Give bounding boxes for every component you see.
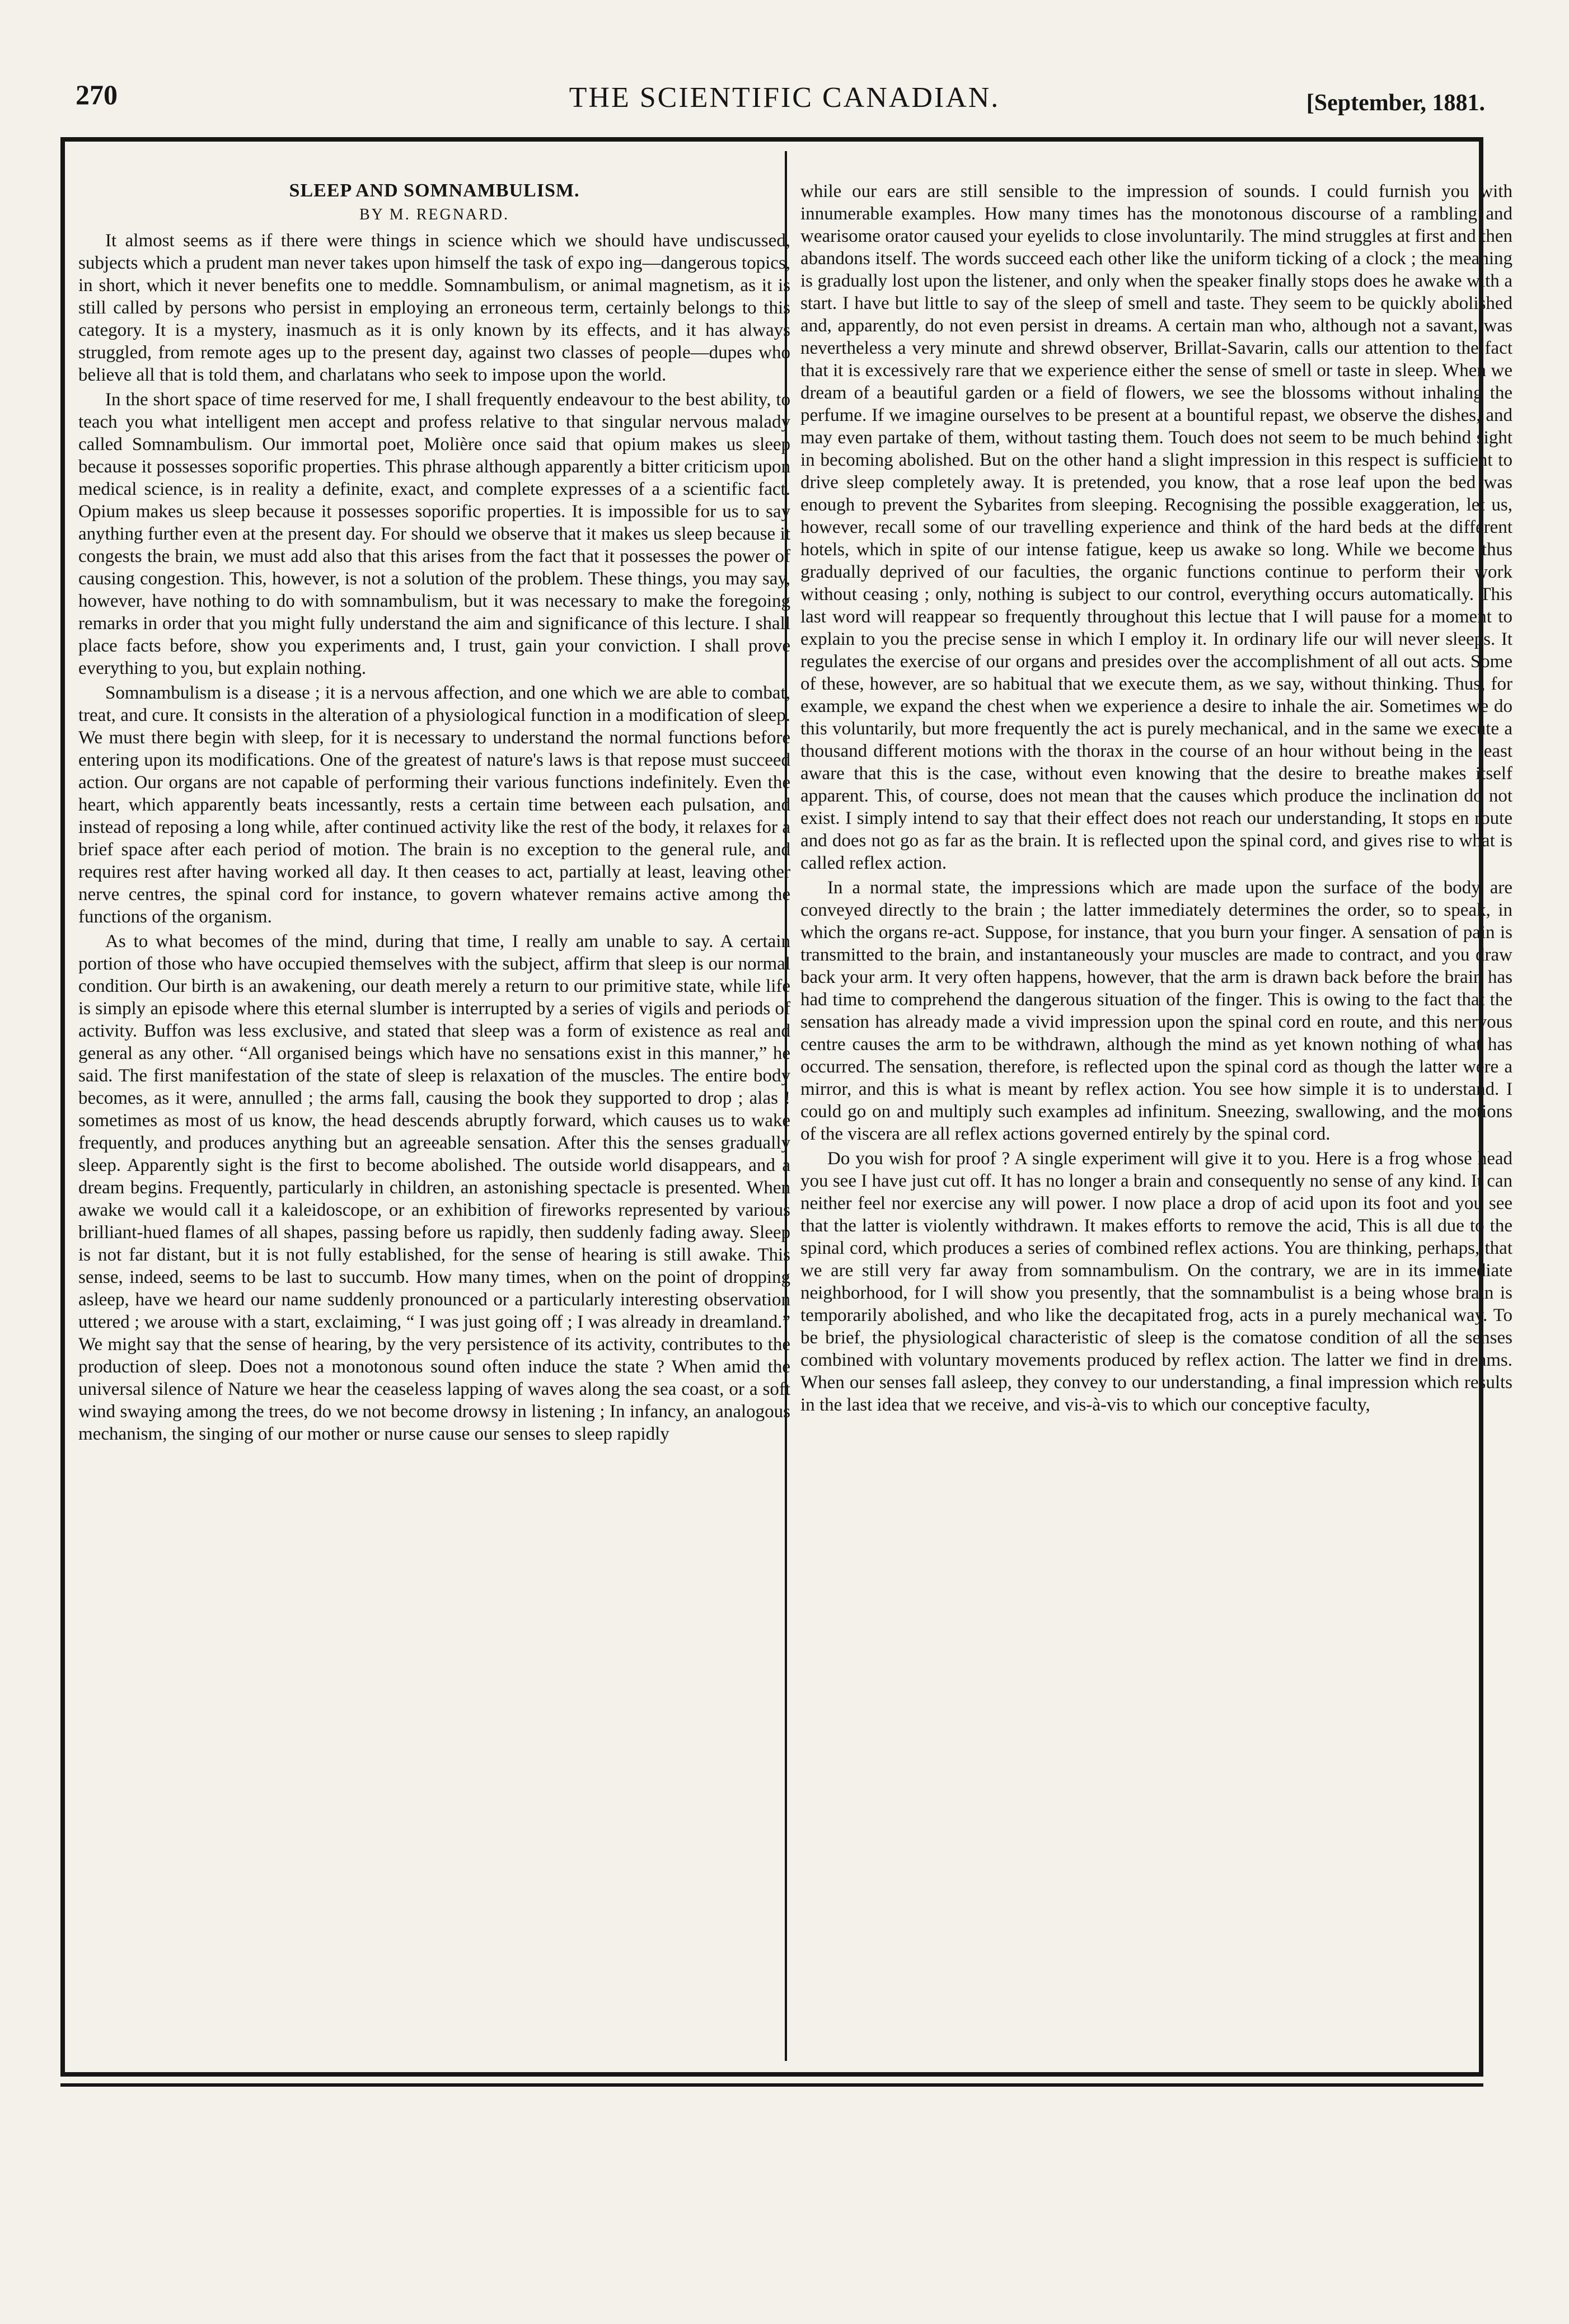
- paragraph: Do you wish for proof ? A single experiment will give it to you. Here is a frog whose head you see I have just cut off. It has no longer a brain and consequently no sense of any kind. It can neither feel nor exercise any will power. I now place a drop of acid upon its foot and you see that the latter is violently withdrawn. It makes efforts to remove the acid, This is all due to the spinal cord, which produces a series of combined reflex actions. You are thinking, perhaps, that we are still very far away from somnambulism. On the contrary, we are in its immediate neighborhood, for I will show you presently, that the somnambulist is a being whose brain is temporarily abolished, and who like the decapitated frog, acts in a purely mechanical way. To be brief, the physiological characteristic of sleep is the comatose condition of all the senses combined with voluntary movements produced by reflex action. The latter we find in dreams. When our senses fall asleep, they convey to our understanding, a final impression which results in the last idea that we receive, and vis-à-vis to which our conceptive faculty,: [800, 1149, 1512, 1415]
- article-title: SLEEP AND SOMNAMBULISM.: [289, 180, 580, 201]
- issue-date: [September, 1881.: [1306, 90, 1485, 116]
- paragraph: Somnambulism is a disease ; it is a nervous affection, and one which we are able to combat, treat, and cure. It consists in the alteration of a physiological function in a modification of sleep. We must there begin with sleep, for it is necessary to understand the normal functions before entering upon its modifications. One of the greatest of nature's laws is that repose must succeed action. Our organs are not capable of performing their various functions indefinitely. Even the heart, which apparently beats incessantly, rests a certain time between each pulsation, and instead of reposing a long while, after continued activity like the rest of the body, it relaxes for a brief space after each period of motion. The brain is no exception to the general rule, and requires rest after having worked all day. It then ceases to act, partially at least, leaving other nerve centres, the spinal cord for instance, to govern whatever remains active among the functions of the organism.: [78, 683, 790, 927]
- paragraph: In a normal state, the impressions which are made upon the surface of the body are conveyed directly to the brain ; the latter immediately determines the order, so to speak, in which the organs re-act. Suppose, for instance, that you burn your finger. A sensation of pain is transmitted to the brain, and instantaneously your muscles are made to contract, and you draw back your arm. It very often happens, however, that the arm is drawn back before the brain has had time to comprehend the dangerous situation of the finger. This is owing to the fact that the sensation has already made a vivid impression upon the spinal cord en route, and this nervous centre causes the arm to be withdrawn, although the mind as yet known nothing of what has occurred. The sensation, therefore, is reflected upon the spinal cord as though the latter were a mirror, and this is what is meant by reflex action. You see how simple it is to understand. I could go on and multiply such examples ad infinitum. Sneezing, swallowing, and the motions of the viscera are all reflex actions governed entirely by the spinal cord.: [800, 878, 1512, 1144]
- frame-bottom-rule: [60, 2083, 1483, 2087]
- right-column: [800, 180, 1512, 2039]
- page-number: 270: [76, 79, 118, 110]
- paragraph-continued: while our ears are still sensible to the impression of sounds. I could furnish you with innumerable examples. How many times has the monotonous discourse of a rambling and wearisome orator caused your eyelids to close involuntarily. The mind struggles at first and then abandons itself. The words succeed each other like the uniform ticking of a clock ; the meaning is gradually lost upon the listener, and only when the speaker finally stops does he awake with a start. I have but little to say of the sleep of smell and taste. They seem to be quickly abolished and, apparently, do not even persist in dreams. A certain man who, although not a savant, was nevertheless a very minute and shrewd observer, Brillat-Savarin, calls our attention to the fact that it is excessively rare that we experience either the sense of smell or taste in sleep. When we dream of a beautiful garden or a field of flowers, we see the blossoms without inhaling the perfume. If we imagine ourselves to be present at a bountiful repast, we observe the dishes, and may even partake of them, without tasting them. Touch does not seem to be much behind sight in becoming abolished. But on the other hand a slight impression in this respect is sufficient to drive sleep completely away. It is pretended, you know, that a rose leaf upon the bed was enough to prevent the Sybarites from sleeping. Recognising the possible exaggeration, let us, however, recall some of our travelling experience and think of the hard beds at the different hotels, which in spite of our intense fatigue, keep us awake so long. While we become thus gradually deprived of our faculties, the organic functions continue to perform their work without ceasing ; only, nothing is subject to our control, everything occurs automatically. This last word will reappear so frequently throughout this lectue that I will pause for a moment to explain to you the precise sense in which I employ it. In ordinary life our will never sleeps. It regulates the exercise of our organs and presides over the accomplishment of all out acts. Some of these, however, are so habitual that we execute them, as we say, without thinking. Thus, for example, we expand the chest when we experience a desire to inhale the air. Sometimes we do this voluntarily, but more frequently the act is purely mechanical, and in the same we execute a thousand different motions with the thorax in the course of an hour without being in the least aware that this is the case, without even knowing that the desire to breathe makes itself apparent. This, of course, does not mean that the causes which produce the inclination do not exist. I simply intend to say that their effect does not reach our understanding, It stops en route and does not go as far as the brain. It is reflected upon the spinal cord, and gives rise to what is called reflex action.: [800, 181, 1512, 873]
- paragraph: As to what becomes of the mind, during that time, I really am unable to say. A certain portion of those who have occupied themselves with the subject, affirm that sleep is our normal condition. Our birth is an awakening, our death merely a return to our primitive state, while life is simply an episode where this eternal slumber is interrupted by a series of vigils and periods of activity. Buffon was less exclusive, and stated that sleep was a form of existence as real and general as any other. “All organised beings which have no sensations exist in this manner,” he said. The first manifestation of the state of sleep is relaxation of the muscles. The entire body becomes, as it were, annulled ; the arms fall, causing the book they supported to drop ; alas ! sometimes as most of us know, the head descends abruptly forward, which causes us to wake frequently, and produces anything but an agreeable sensation. After this the senses gradually sleep. Apparently sight is the first to become abolished. The outside world disappears, and a dream begins. Frequently, particularly in children, an astonishing spectacle is presented. When awake we would call it a kaleidoscope, or an exhibition of fireworks represented by various brilliant-hued flames of all shapes, passing before us rapidly, then suddenly fading away. Sleep is not far distant, but it is not fully established, for the sense of hearing is still awake. This sense, indeed, seems to be last to succumb. How many times, when on the point of dropping asleep, have we heard our name suddenly pronounced or a particularly interesting observation uttered ; we arouse with a start, exclaiming, “ I was just going off ; I was already in dreamland.” We might say that the sense of hearing, by the very persistence of its activity, contributes to the production of sleep. Does not a monotonous sound often induce the state ? When amid the universal silence of Nature we hear the ceaseless lapping of waves along the sea coast, or a soft wind swaying among the trees, do we not become drowsy in listening ; In infancy, an analogous mechanism, the singing of our mother or nurse cause our senses to sleep rapidly: [78, 931, 790, 1444]
- journal-title: THE SCIENTIFIC CANADIAN.: [569, 82, 1000, 114]
- article-byline: BY M. REGNARD.: [359, 206, 510, 223]
- left-column: [78, 180, 790, 2039]
- paragraph: It almost seems as if there were things in science which we should have undiscussed, subjects which a prudent man never takes upon himself the task of expo ing—dangerous topics, in short, which it never benefits one to meddle. Somnambulism, or animal magnetism, as it is still called by persons who persist in employing an erroneous term, certainly belongs to this category. It is a mystery, inasmuch as it is only known by its effects, and it has always struggled, from remote ages up to the present day, against two classes of people—dupes who believe all that is told them, and charlatans who seek to impose upon the world.: [78, 231, 790, 385]
- paragraph: In the short space of time reserved for me, I shall frequently endeavour to the best ability, to teach you what intelligent men accept and profess relative to that singular nervous malady called Somnambulism. Our immortal poet, Molière once said that opium makes us sleep because it possesses soporific properties. This phrase although apparently a bitter criticism upon medical science, is in reality a definite, exact, and complete expresses of a a scientific fact. Opium makes us sleep because it possesses soporific properties. It is impossible for us to say anything further even at the present day. For should we observe that it makes us sleep because it congests the brain, we must add also that this arises from the fact that it possesses the power of causing congestion. This, however, is not a solution of the problem. These things, you may say, however, have nothing to do with somnambulism, but it was necessary to make the foregoing remarks in order that you might fully understand the aim and significance of this lecture. I shall place facts before, show you experiments and, I trust, gain your conviction. I shall prove everything to you, but explain nothing.: [78, 390, 790, 678]
